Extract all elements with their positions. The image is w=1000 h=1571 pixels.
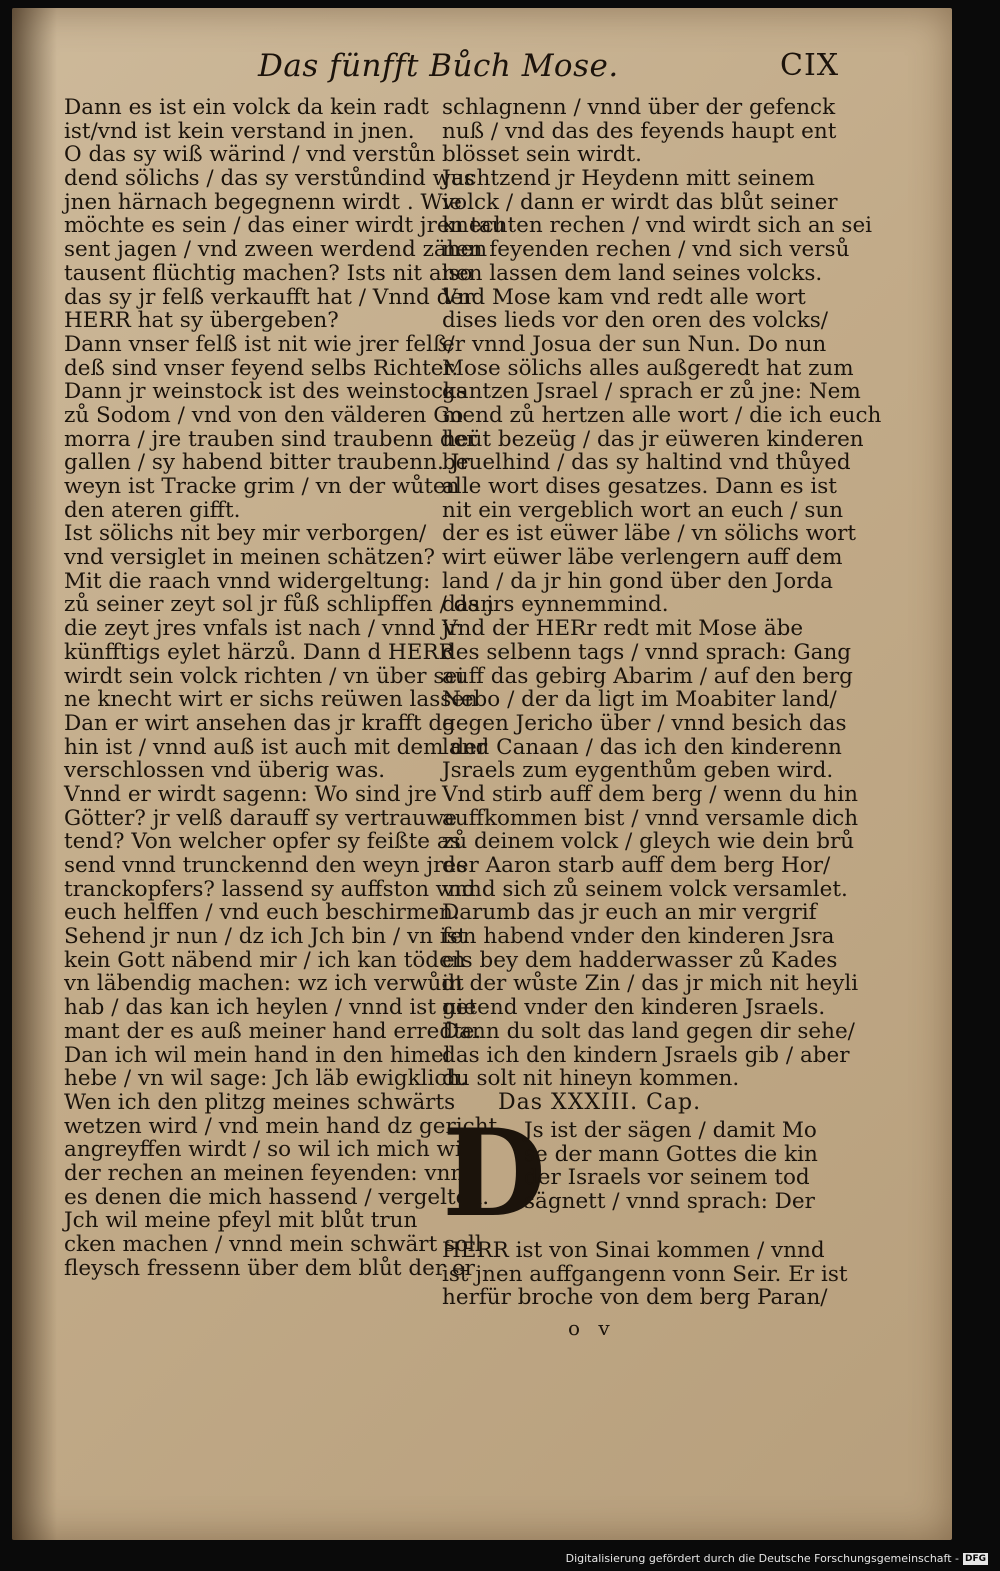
text-line: zů Sodom / vnd von den välderen Go: [64, 402, 464, 428]
text-line: ne knecht wirt er sichs reüwen lassen: [64, 687, 478, 713]
text-line: Götter? jr velß darauff sy vertrauwe: [64, 805, 457, 831]
text-line: nen feyenden rechen / vnd sich versů: [442, 237, 850, 263]
text-line: kein Gott näbend mir / ich kan töden: [64, 947, 466, 973]
text-line: Dann vnser felß ist nit wie jrer felß/: [64, 331, 455, 357]
drop-cap-initial: D: [442, 1102, 547, 1244]
text-line: tausent flüchtig machen? Ists nit also: [64, 260, 473, 286]
folio-number: CIX: [780, 48, 840, 83]
text-line: weyn ist Tracke grim / vn der wůten: [64, 474, 460, 499]
text-line: HERR hat sy übergeben?: [64, 308, 339, 334]
signature-mark: o v: [568, 1316, 616, 1340]
text-line: Dan er wirt ansehen das jr krafft da: [64, 710, 455, 736]
text-line: nuß / vnd das des feyends haupt ent: [442, 118, 837, 144]
text-line: Nebo / der da ligt im Moabiter land/: [442, 687, 837, 713]
text-line: gantzen Jsrael / sprach er zů jne: Nem: [442, 379, 861, 405]
text-line: knechten rechen / vnd wirdt sich an sei: [442, 213, 873, 239]
text-line: euch helffen / vnd euch beschirmen.: [64, 900, 460, 926]
text-line: Juchtzend jr Heydenn mitt seinem: [442, 166, 815, 192]
footer-text: Digitalisierung gefördert durch die Deutsche Forschungsgemeinschaft -: [565, 1552, 959, 1565]
text-line: mend zů hertzen alle wort / die ich euch: [442, 402, 882, 428]
text-line: HERR ist von Sinai kommen / vnnd: [442, 1237, 825, 1263]
text-line: land / da jr hin gond über den Jorda: [442, 568, 833, 594]
text-line: nit ein vergeblich wort an euch / sun: [442, 497, 844, 523]
text-line: das ich den kindern Jsraels gib / aber: [442, 1042, 850, 1068]
text-line: den ateren gifft.: [64, 497, 241, 523]
text-line: alle wort dises gesatzes. Dann es ist: [442, 474, 837, 499]
text-line: deß sind vnser feyend selbs Richter.: [64, 355, 459, 381]
text-line: gegen Jericho über / vnnd besich das: [442, 710, 847, 736]
chapter-heading: Das XXXIII. Cap.: [498, 1089, 702, 1115]
text-line: künfftigs eylet härzů. Dann d HERR: [64, 639, 455, 665]
text-line: cken machen / vnnd mein schwärt soll: [64, 1232, 482, 1257]
text-line: sägnett / vnnd sprach: Der: [524, 1188, 815, 1214]
text-line: ist jnen auffgangenn vonn Seir. Er ist: [442, 1261, 848, 1287]
text-line: Js ist der sägen / damit Mo: [524, 1117, 817, 1143]
right-column-top-text: [442, 95, 882, 1092]
text-line: hin ist / vnnd auß ist auch mit dem der: [64, 734, 488, 760]
text-line: Vnnd er wirdt sagenn: Wo sind jre: [64, 781, 437, 807]
text-line: land Canaan / das ich den kinderenn: [442, 734, 842, 760]
text-line: blösset sein wirdt.: [442, 142, 642, 168]
text-line: Vnd stirb auff dem berg / wenn du hin: [442, 781, 858, 807]
text-line: nen lassen dem land seines volcks.: [442, 260, 823, 286]
text-line: send vnnd trunckennd den weyn jres: [64, 853, 468, 878]
text-line: zů seiner zeyt sol jr fůß schlipffen / dan: [64, 592, 495, 618]
text-line: Dan ich wil mein hand in den himel: [64, 1042, 451, 1068]
text-line: verschlossen vnd überig was.: [64, 758, 386, 784]
text-line: tranckopfers? lassend sy auffston vnd: [64, 876, 476, 902]
text-line: gallen / sy habend bitter traubenn. Jr: [64, 450, 470, 476]
text-line: fleysch fressenn über dem blůt der er: [64, 1255, 475, 1281]
text-line: hebe / vn wil sage: Jch läb ewigklich.: [64, 1066, 468, 1092]
text-line: Jsraels zum eygenthům geben wird.: [442, 758, 834, 784]
text-line: es denen die mich hassend / vergelten.: [64, 1184, 490, 1210]
text-line: Dann du solt das land gegen dir sehe/: [442, 1018, 855, 1044]
text-line: beuelhind / das sy haltind vnd thůyed: [442, 450, 851, 476]
text-line: der Aaron starb auff dem berg Hor/: [442, 853, 831, 878]
text-line: er vnnd Josua der sun Nun. Do nun: [442, 331, 827, 357]
page-header: [12, 48, 952, 92]
text-line: wirdt sein volck richten / vn über sei: [64, 663, 465, 689]
text-line: zů deinem volck / gleych wie dein brů: [442, 829, 855, 855]
text-line: wirt eüwer läbe verlengern auff dem: [442, 545, 843, 571]
text-line: sent jagen / vnd zween werdend zähen: [64, 237, 488, 263]
text-line: els bey dem hadderwasser zů Kades: [442, 947, 838, 973]
text-line: auffkommen bist / vnnd versamle dich: [442, 805, 859, 831]
text-line: vnnd sich zů seinem volck versamlet.: [442, 876, 848, 902]
text-line: du solt nit hineyn kommen.: [442, 1066, 740, 1092]
text-line: Dann es ist ein volck da kein radt: [64, 95, 429, 120]
text-line: jnen härnach begegnenn wirdt . Wie: [64, 189, 462, 215]
text-line: vn läbendig machen: wz ich verwůdt: [64, 971, 464, 997]
text-line: dises lieds vor den oren des volcks/: [442, 308, 829, 334]
text-line: O das sy wiß wärind / vnd verstůn: [64, 142, 436, 168]
right-text-column: [442, 95, 882, 1311]
dfg-logo: DFG: [964, 1553, 986, 1564]
text-line: getend vnder den kinderen Jsraels.: [442, 995, 826, 1021]
text-line: ist/vnd ist kein verstand in jnen.: [64, 118, 415, 144]
text-line: Mit die raach vnnd widergeltung:: [64, 568, 431, 594]
text-line: volck / dann er wirdt das blůt seiner: [442, 189, 838, 215]
text-line: Ist sölichs nit bey mir verborgen/: [64, 521, 427, 547]
text-line: Wen ich den plitzg meines schwärts: [64, 1089, 456, 1115]
text-line: tend? Von welcher opfer sy feißte as: [64, 829, 461, 855]
text-line: morra / jre trauben sind traubenn der: [64, 426, 477, 452]
digitization-footer: [566, 1552, 988, 1565]
text-line: Vnd der HERr redt mit Mose äbe: [442, 616, 804, 642]
text-line: der es ist eüwer läbe / vn sölichs wort: [442, 521, 857, 547]
text-line: das sy jr felß verkaufft hat / Vnnd der: [64, 284, 474, 310]
text-line: angreyffen wirdt / so wil ich mich wi: [64, 1137, 462, 1163]
drop-cap-lines: [524, 1119, 818, 1214]
text-line: fen habend vnder den kinderen Jsra: [442, 924, 835, 950]
text-line: des selbenn tags / vnnd sprach: Gang: [442, 639, 852, 665]
text-line: mant der es auß meiner hand erredte.: [64, 1018, 482, 1044]
text-line: in der wůste Zin / das jr mich nit heyli: [442, 971, 859, 997]
text-line: Dann jr weinstock ist des weinstocks: [64, 379, 468, 405]
text-line: hab / das kan ich heylen / vnnd ist nie: [64, 995, 477, 1021]
left-text-column: [64, 95, 506, 1281]
text-line: schlagnenn / vnnd über der gefenck: [442, 95, 836, 120]
right-column-bottom-text: [442, 1237, 848, 1311]
text-line: auff das gebirg Abarim / auf den berg: [442, 663, 853, 689]
text-line: herfür broche von dem berg Paran/: [442, 1285, 828, 1311]
text-line: dend sölichs / das sy verstůndind was: [64, 166, 475, 192]
text-line: das jrs eynnemmind.: [442, 592, 669, 618]
text-line: Jch wil meine pfeyl mit blůt trun: [64, 1208, 418, 1234]
text-line: Darumb das jr euch an mir vergrif: [442, 900, 817, 926]
text-line: Vnd Mose kam vnd redt alle wort: [442, 284, 806, 310]
text-line: Mose sölichs alles außgeredt hat zum: [442, 355, 854, 381]
text-line: der Israels vor seinem tod: [524, 1165, 810, 1191]
text-line: wetzen wird / vnd mein hand dz gericht: [64, 1113, 498, 1139]
text-line: möchte es sein / das einer wirdt jren tau: [64, 213, 506, 239]
text-line: heüt bezeüg / das jr eüweren kinderen: [442, 426, 864, 452]
book-page: [12, 8, 952, 1540]
text-line: vnd versiglet in meinen schätzen?: [64, 545, 436, 571]
text-line: se der mann Gottes die kin: [524, 1141, 818, 1167]
text-line: die zeyt jres vnfals ist nach / vnnd jr: [64, 616, 460, 642]
text-line: Sehend jr nun / dz ich Jch bin / vn ist: [64, 924, 467, 950]
running-title: Das fünfft Bůch Mose.: [258, 48, 619, 84]
text-line: der rechen an meinen feyenden: vnnd: [64, 1160, 479, 1186]
